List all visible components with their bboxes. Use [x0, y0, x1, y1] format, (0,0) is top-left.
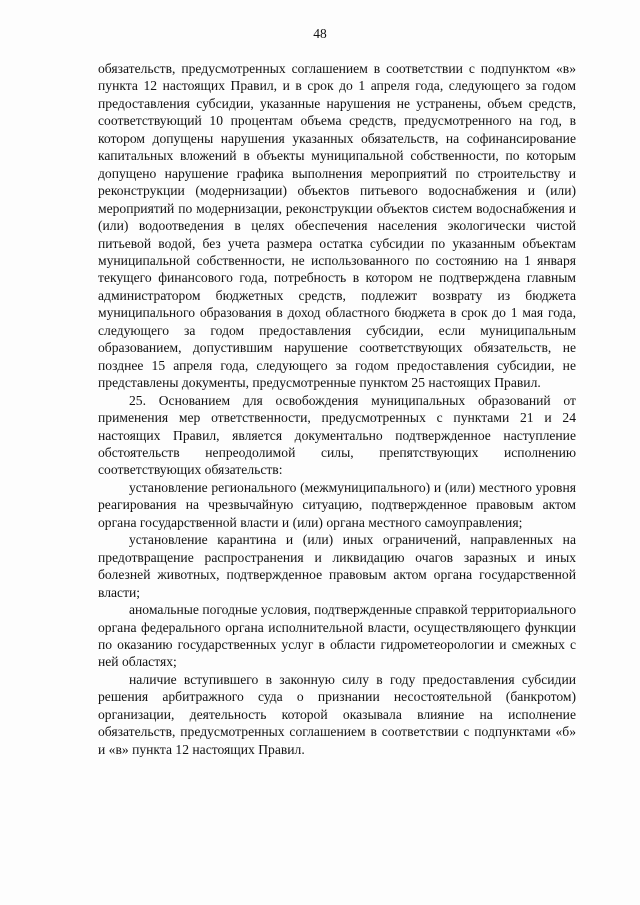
paragraph-emergency-situation: установление регионального (межмуниципального) и (или) местного уровня реагирования на чрезвычайную ситуацию, подтвержденное правовым актом органа государственной власти и (или) органа местного самоуправления;: [98, 479, 576, 530]
paragraph-clause-25: 25. Основанием для освобождения муниципальных образований от применения мер ответственности, предусмотренных с пунктами 21 и 24 настоящих Правил, является документально подтвержденное наступление обстоятельств непреодолимой силы, препятствующих исполнению соответствующих обязательств:: [98, 392, 576, 478]
paragraph-abnormal-weather: аномальные погодные условия, подтвержденные справкой территориального органа федерального органа исполнительной власти, осуществляющего функции по оказанию государственных услуг в области гидрометеорологии и смежных с ней областях;: [98, 602, 576, 670]
document-body: [98, 60, 576, 758]
page-number: 48: [313, 26, 327, 41]
paragraph-continuation: обязательств, предусмотренных соглашением в соответствии с подпунктом «в» пункта 12 настоящих Правил, и в срок до 1 апреля года, следующего за годом предоставления субсидии, указанные нарушения не устранены, объем средств, соответствующий 10 процентам объема средств, предусмотренного на год, в котором допущены нарушения указанных обязательств, на софинансирование капитальных вложений в объекты муниципальной собственности, по которым допущено нарушение графика выполнения мероприятий по строительству и реконструкции (модернизации) объектов питьевого водоснабжения и (или) мероприятий по модернизации, реконструкции объектов систем водоснабжения и (или) водоотведения в целях обеспечения населения экологически чистой питьевой водой, без учета размера остатка субсидии по указанным объектам муниципальной собственности, не использованного по состоянию на 1 января текущего финансового года, потребность в котором не подтверждена главным администратором бюджетных средств, подлежит возврату из бюджета муниципального образования в доход областного бюджета в срок до 1 мая года, следующего за годом предоставления субсидии, если муниципальным образованием, допустившим нарушение соответствующих обязательств, не позднее 15 апреля года, следующего за годом предоставления субсидии, не представлены документы, предусмотренные пунктом 25 настоящих Правил.: [98, 61, 576, 391]
paragraph-quarantine: установление карантина и (или) иных ограничений, направленных на предотвращение распространения и ликвидацию очагов заразных и иных болезней животных, подтвержденное правовым актом органа государственной власти;: [98, 532, 576, 600]
paragraph-bankruptcy: наличие вступившего в законную силу в году предоставления субсидии решения арбитражного суда о признании несостоятельной (банкротом) организации, деятельность которой оказывала влияние на исполнение обязательств, предусмотренных соглашением в соответствии с подпунктами «б» и «в» пункта 12 настоящих Правил.: [98, 671, 576, 757]
